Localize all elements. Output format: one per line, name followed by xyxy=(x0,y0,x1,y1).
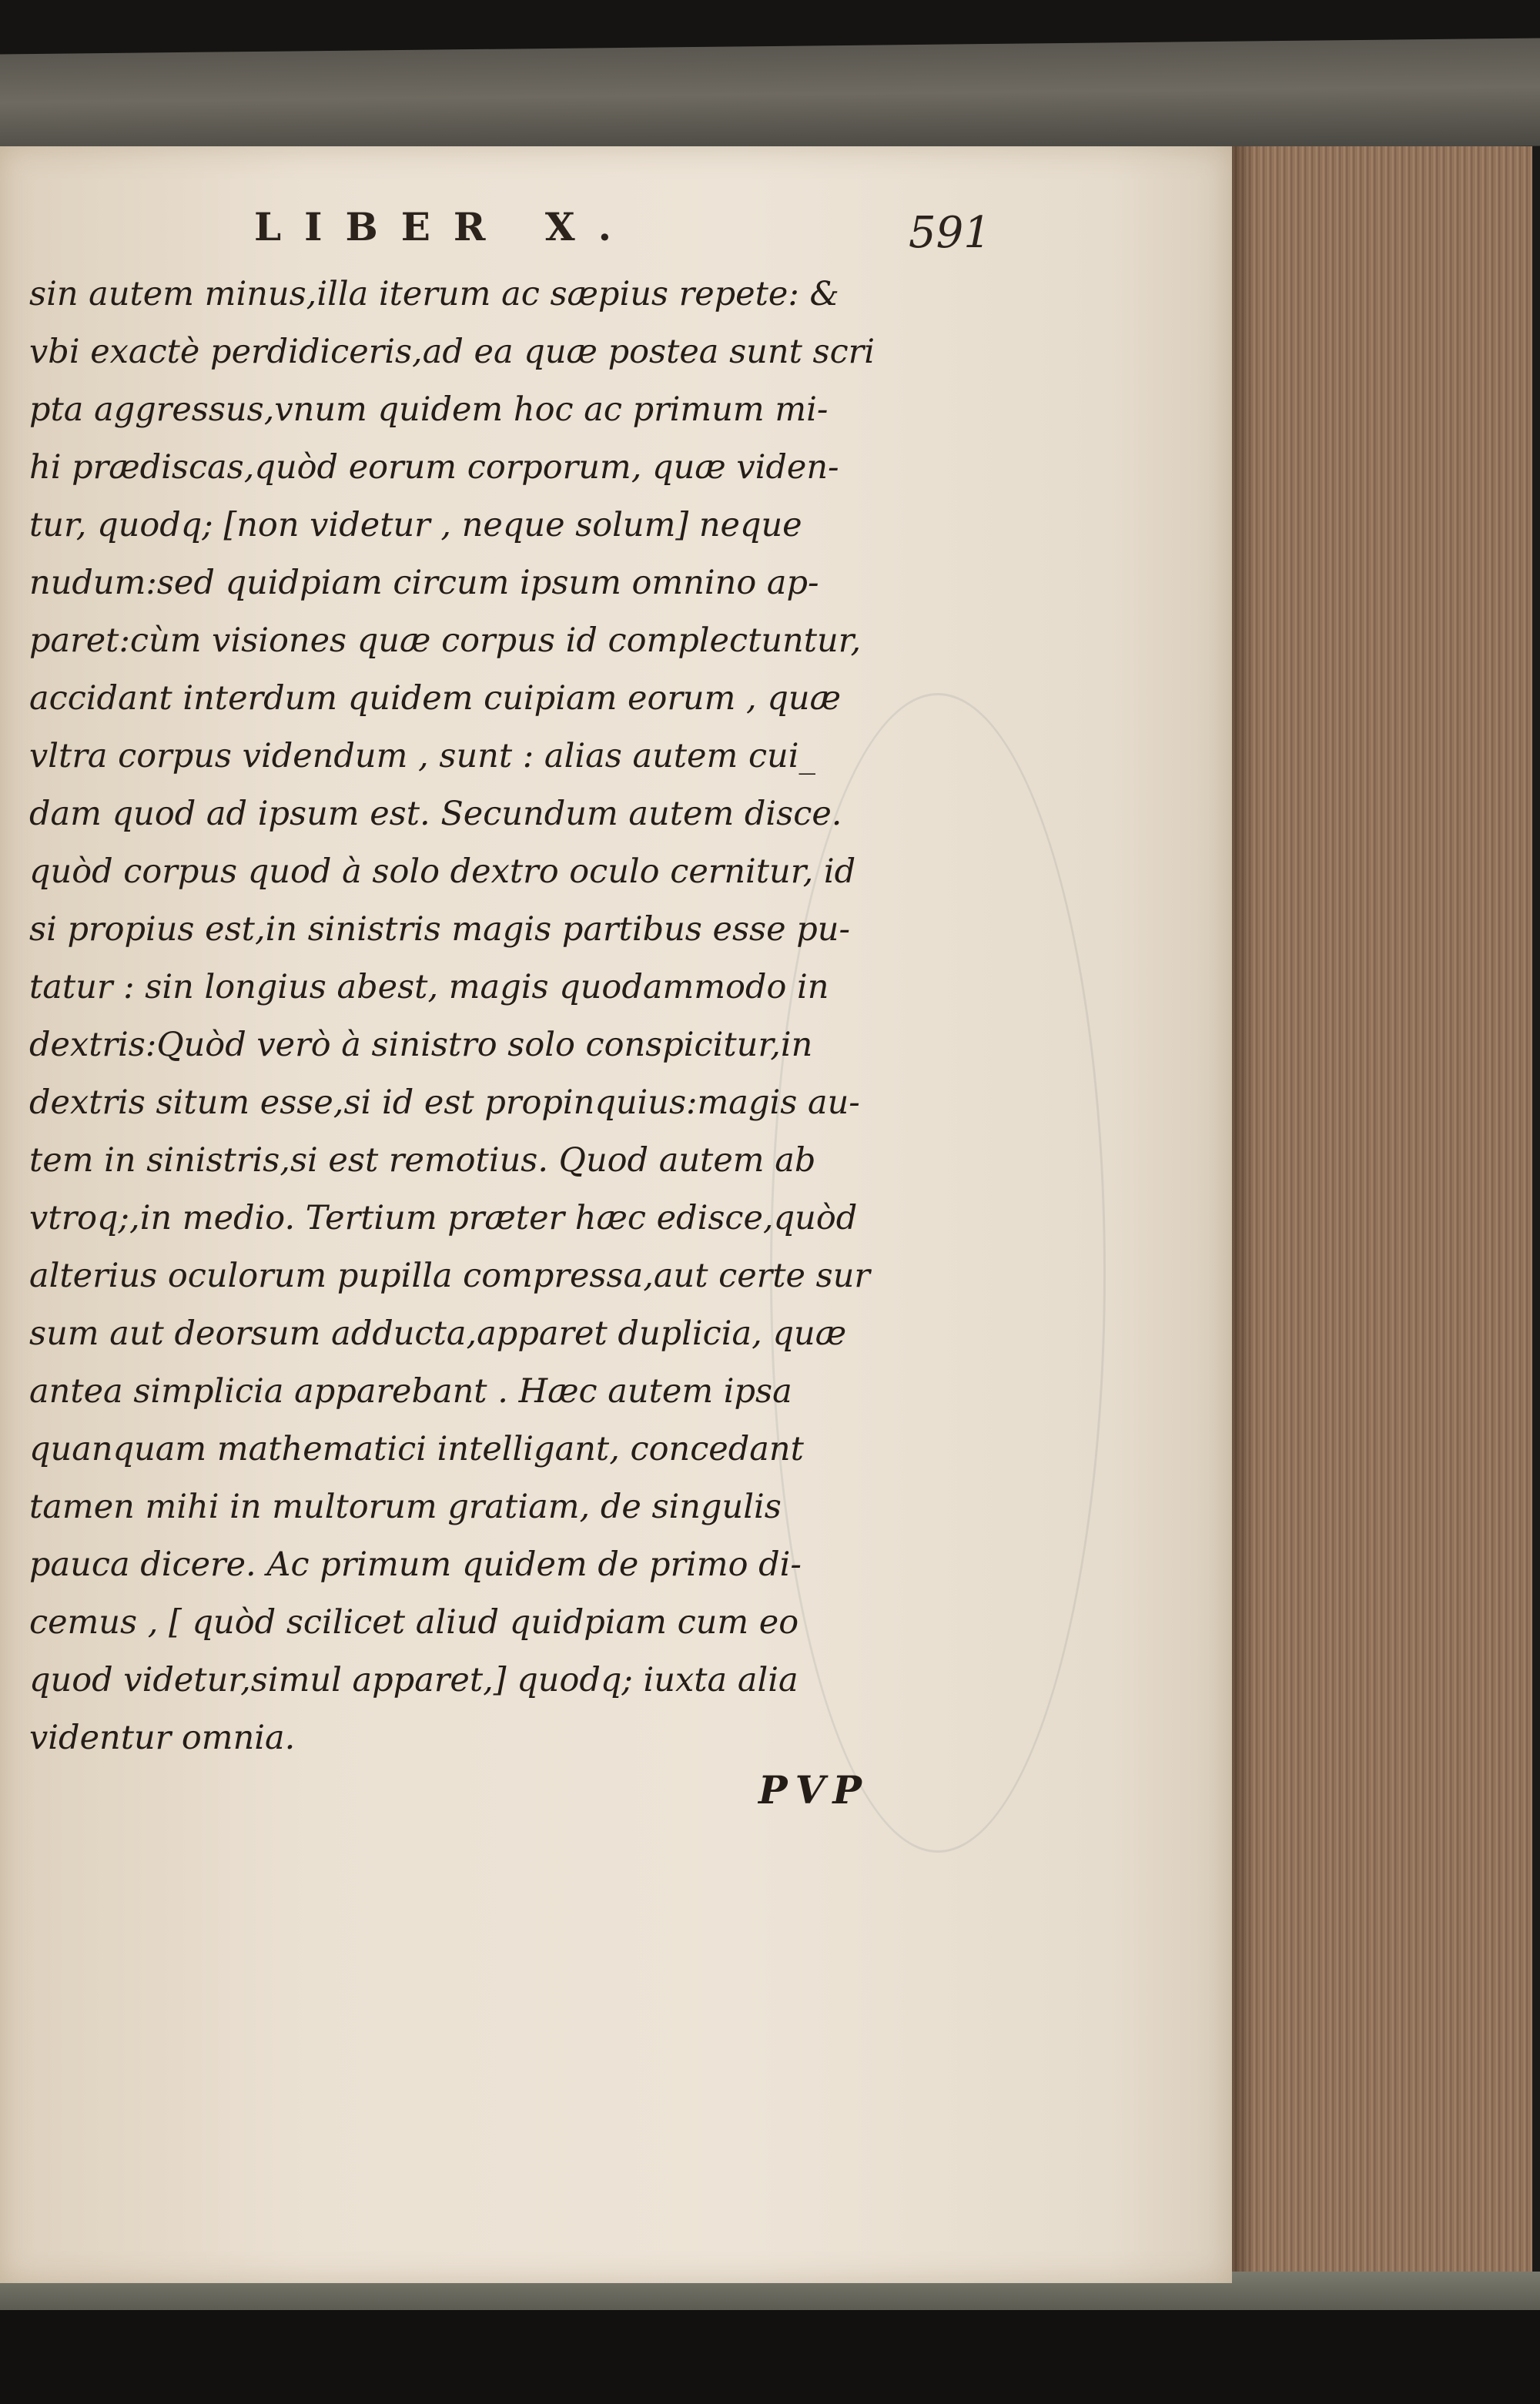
background-bottom xyxy=(0,2310,1540,2404)
text-line: hi prædiscas,quòd eorum corporum, quæ viden- xyxy=(29,448,839,487)
text-line: nudum:sed quidpiam circum ipsum omnino ap- xyxy=(29,564,819,602)
catchword: PVP xyxy=(758,1767,869,1813)
text-line: tatur : sin longius abest, magis quodammodo in xyxy=(29,968,829,1006)
text-line: videntur omnia. xyxy=(29,1719,296,1757)
text-line: alterius oculorum pupilla compressa,aut certe sur xyxy=(29,1257,870,1295)
text-line: pauca dicere. Ac primum quidem de primo di- xyxy=(29,1545,802,1584)
text-line: paret:cùm visiones quæ corpus id complectuntur, xyxy=(29,621,862,660)
text-line: quanquam mathematici intelligant, concedant xyxy=(29,1430,804,1468)
text-line: dextris:Quòd verò à sinistro solo conspicitur,in xyxy=(29,1026,813,1064)
text-line: quod videtur,simul apparet,] quodq; iuxta alia xyxy=(29,1661,798,1699)
text-line: vbi exactè perdidiceris,ad ea quæ postea sunt scri xyxy=(29,333,875,371)
text-line: tamen mihi in multorum gratiam, de singulis xyxy=(29,1488,782,1526)
text-line: antea simplicia apparebant . Hæc autem ipsa xyxy=(29,1372,792,1411)
book-cover-top-edge xyxy=(0,39,1540,162)
page-block-edge xyxy=(1224,146,1532,2295)
text-line: pta aggressus,vnum quidem hoc ac primum mi- xyxy=(29,390,829,429)
text-line: tur, quodq; [non videtur , neque solum] neque xyxy=(29,506,802,544)
text-line: vltra corpus videndum , sunt : alias autem cui_ xyxy=(29,737,815,775)
text-line: vtroq;,in medio. Tertium præter hæc edisce,quòd xyxy=(29,1199,858,1237)
text-line: si propius est,in sinistris magis partibus esse pu- xyxy=(29,910,850,949)
text-line: tem in sinistris,si est remotius. Quod autem ab xyxy=(29,1141,816,1180)
running-head: LIBER X. xyxy=(254,204,635,249)
page-number: 591 xyxy=(909,208,991,258)
text-line: accidant interdum quidem cuipiam eorum , quæ xyxy=(29,679,842,718)
text-line: quòd corpus quod à solo dextro oculo cernitur, id xyxy=(29,852,856,891)
text-line: cemus , [ quòd scilicet aliud quidpiam cum eo xyxy=(29,1603,799,1642)
text-block xyxy=(29,266,938,1767)
text-line: sum aut deorsum adducta,apparet duplicia, quæ xyxy=(29,1314,847,1353)
text-line: dam quod ad ipsum est. Secundum autem disce. xyxy=(29,795,842,833)
text-line: dextris situm esse,si id est propinquius:magis au- xyxy=(29,1083,860,1122)
text-line: sin autem minus,illa iterum ac sæpius repete: & xyxy=(29,275,839,313)
